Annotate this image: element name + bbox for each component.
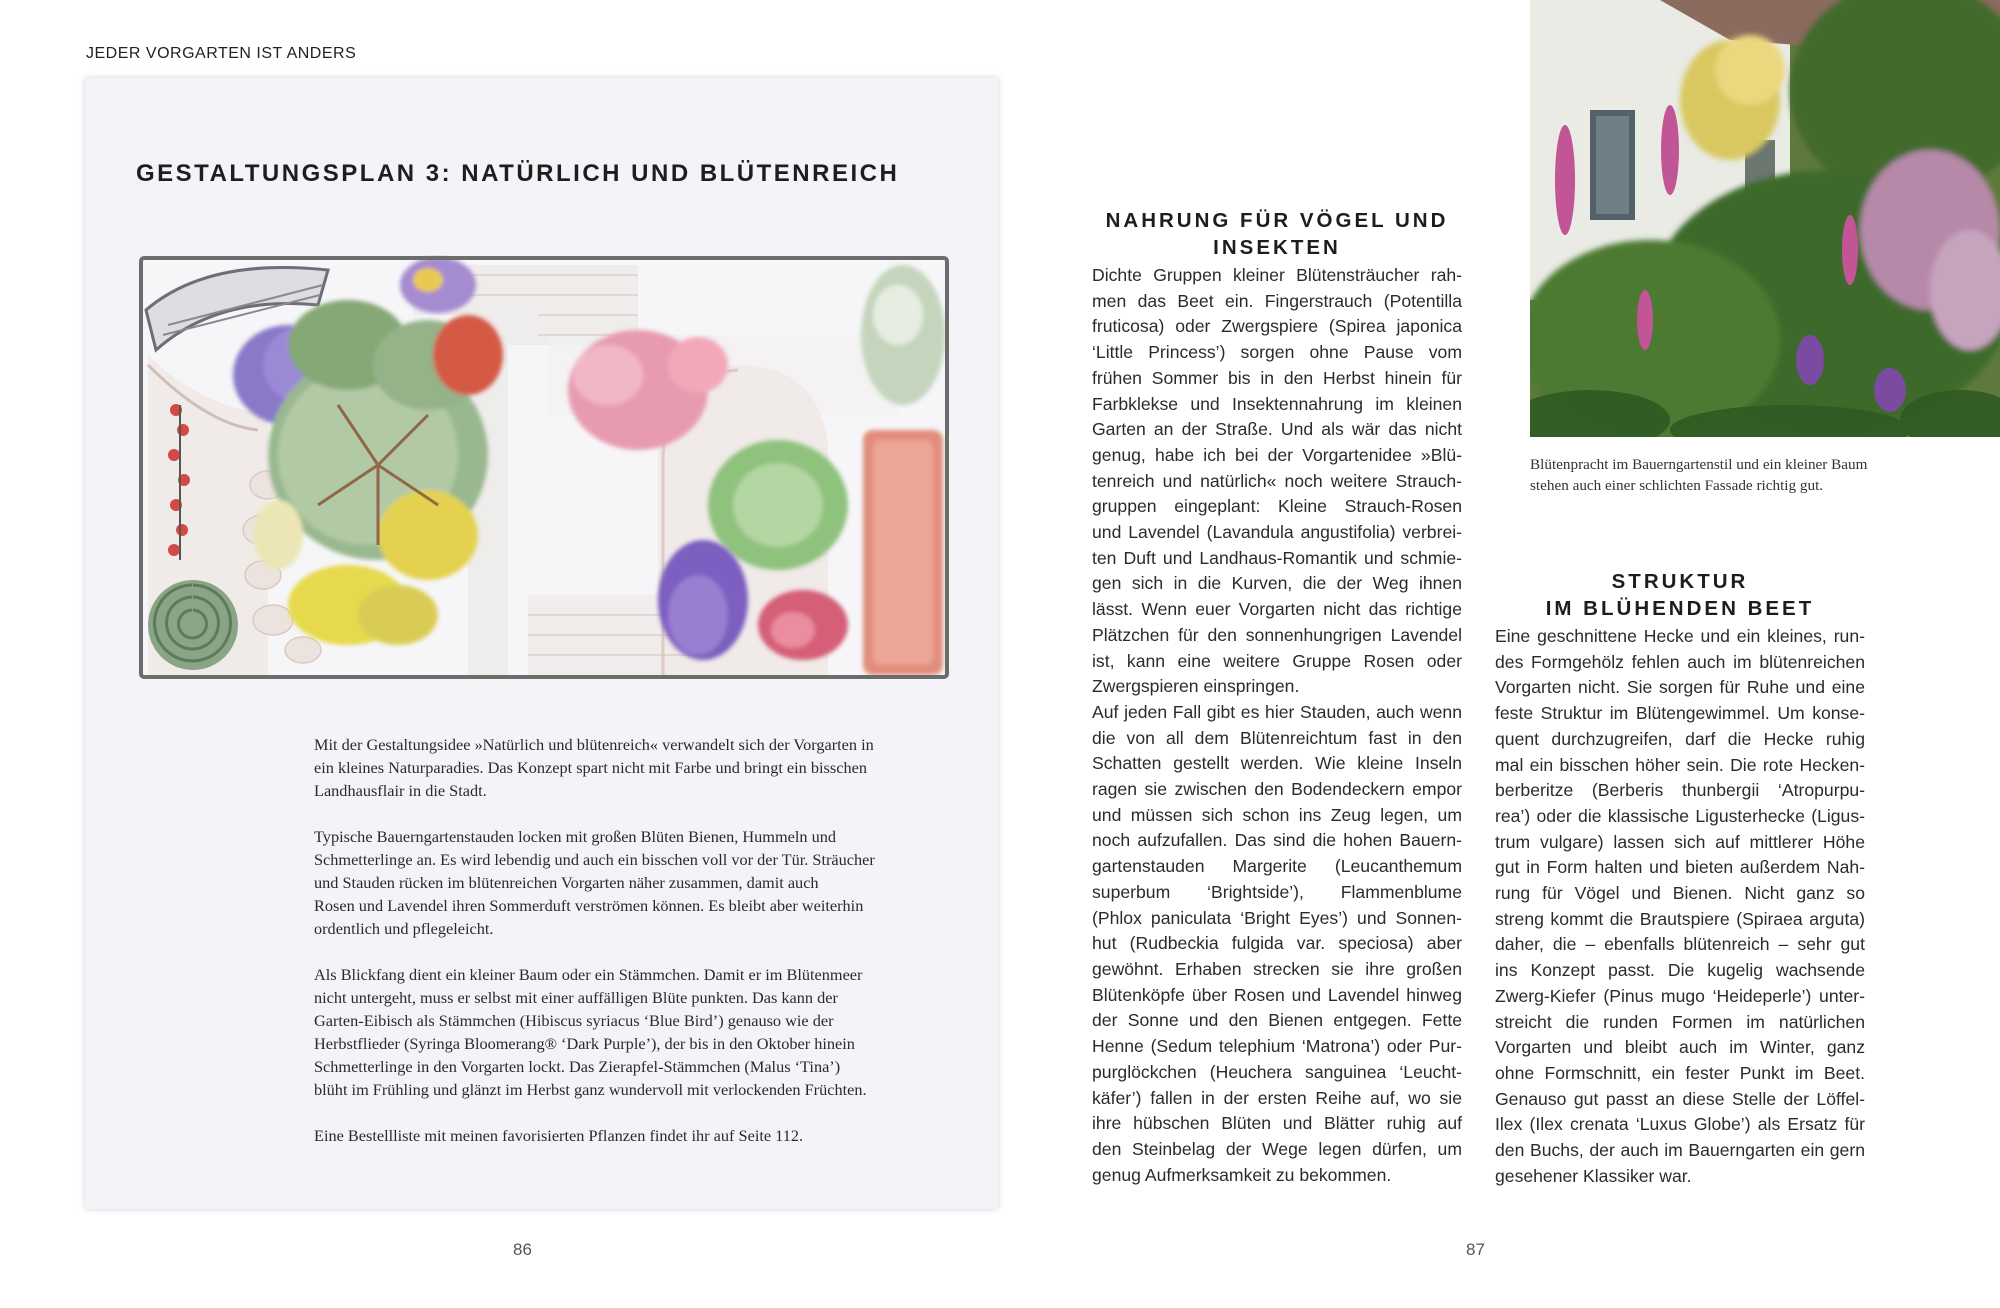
photo-caption: Blütenpracht im Bauerngartenstil und ein kleiner Baum stehen auch einer schlichten Fassade richtig gut. bbox=[1530, 456, 1868, 494]
text-line: die von all dem Blütenreichtum fast in den bbox=[1092, 727, 1462, 748]
text-line: ihre hübschen Blüten und Blätter ruhig auf bbox=[1092, 1113, 1462, 1134]
text-line: des Formgehölz fehlen auch im blütenreichen bbox=[1495, 651, 1865, 672]
text-line: und müssen sich schon ins Zeug legen, um bbox=[1092, 804, 1462, 825]
text-line: der Sonne und den Bienen entgegen. Fette bbox=[1092, 1010, 1462, 1031]
text-line: Eine geschnittene Hecke und ein kleines, run- bbox=[1495, 626, 1865, 646]
text-line: Schatten gestellt werden. Wie kleine Inseln bbox=[1092, 753, 1462, 774]
text-line: Zwerg-Kiefer (Pinus mugo ‘Heideperle’) unter- bbox=[1495, 985, 1865, 1006]
text-line: Garten an der Straße. Und als wär das nicht bbox=[1092, 419, 1462, 440]
text-line: Vorgarten und bleibt auch im Winter, ganz bbox=[1495, 1037, 1865, 1058]
page-number-right: 87 bbox=[1466, 1240, 1485, 1259]
garden-plan-illustration bbox=[138, 255, 950, 680]
text-line: ins Konzept passt. Die kugelig wachsende bbox=[1495, 960, 1865, 981]
text-line: ohne Formschnitt, ein fester Punkt im Beet. bbox=[1495, 1062, 1865, 1083]
text-line: gewöhnt. Erhaben strecken sie ihre großen bbox=[1092, 958, 1462, 979]
text-line: Genauso gut passt an diese Stelle der Löffel- bbox=[1495, 1088, 1865, 1109]
text-line: gruppen eingeplant: Kleine Strauch-Rosen bbox=[1092, 496, 1462, 517]
text-line: mal ein bisschen höher sein. Die rote Hecken- bbox=[1495, 754, 1865, 775]
text-line: berberitze (Berberis thunbergii ‘Atropurpu- bbox=[1495, 780, 1865, 801]
text-line: Ilex (Ilex crenata ‘Luxus Globe’) als Ersatz für bbox=[1495, 1114, 1865, 1135]
pine-ball-icon bbox=[148, 580, 238, 670]
paragraph-1: Mit der Gestaltungsidee »Natürlich und blütenreich« verwandelt sich der Vorgarten in ein kleines Naturparadies. Das Konzept spart nicht mit Farbe und bringt ein bisschen Landhausflair in die Stadt. bbox=[314, 735, 874, 800]
text-line: streng kommt die Brautspiere (Spiraea arguta) bbox=[1495, 908, 1865, 929]
text-line: den Buchs, der auch im Bauerngarten ein gern bbox=[1495, 1140, 1865, 1161]
paragraph-4: Eine Bestellliste mit meinen favorisierten Pflanzen findet ihr auf Seite 112. bbox=[314, 1126, 804, 1145]
running-head: JEDER VORGARTEN IST ANDERS bbox=[86, 45, 357, 62]
text-line: rung für Vögel und Bienen. Nicht ganz so bbox=[1495, 883, 1865, 904]
text-line: Zwergspieren einspringen. bbox=[1092, 676, 1300, 697]
text-line: lässt. Wenn euer Vorgarten nicht das richtige bbox=[1092, 599, 1462, 620]
text-line: ragen sie zwischen den Bodendeckern empor bbox=[1092, 779, 1462, 800]
text-line: ten Duft und Landhaus-Romantik und schmie- bbox=[1092, 547, 1462, 568]
text-line: gartenstauden Margerite (Leucanthemum bbox=[1092, 856, 1462, 877]
text-line: und Lavendel (Lavandula angustifolia) verbrei- bbox=[1092, 522, 1462, 543]
middle-column-text bbox=[1092, 263, 1462, 1188]
text-line: superbum ‘Brightside’), Flammenblume bbox=[1092, 881, 1462, 902]
text-line: purglöckchen (Heuchera sanguinea ‘Leucht- bbox=[1092, 1061, 1462, 1082]
text-line: den Steinbelag der Wege legen dürfen, um bbox=[1092, 1138, 1462, 1159]
text-line: ist, kann eine weitere Gruppe Rosen oder bbox=[1092, 650, 1462, 671]
text-line: Vorgarten nicht. Sie sorgen für Ruhe und eine bbox=[1495, 677, 1865, 698]
text-line: fruticosa) oder Zwergspiere (Spirea japonica bbox=[1092, 316, 1462, 337]
page-number-left: 86 bbox=[513, 1240, 532, 1259]
text-line: men das Beet ein. Fingerstrauch (Potentilla bbox=[1092, 290, 1462, 311]
text-line: rea’) oder die klassische Ligusterhecke (Ligus- bbox=[1495, 805, 1865, 826]
text-line: gen sich in die Kurven, die der Weg ihnen bbox=[1092, 573, 1462, 594]
text-line: ‘Little Princess’) sorgen ohne Pause vom bbox=[1092, 342, 1462, 363]
heading-structure: STRUKTUR IM BLÜHENDEN BEET bbox=[1545, 570, 1815, 620]
text-line: tenreich und natürlich« noch weitere Strauch- bbox=[1092, 470, 1462, 491]
text-line: Plätzchen für den sonnenhungrigen Lavendel bbox=[1092, 624, 1462, 645]
text-line: käfer’) fallen in der ersten Reihe auf, wo sie bbox=[1092, 1087, 1462, 1108]
text-line: gut in Form halten und bieten außerdem Nah- bbox=[1495, 857, 1865, 878]
text-line: quent durchzugreifen, darf die Hecke ruhig bbox=[1495, 728, 1865, 749]
text-line: (Phlox paniculata ‘Bright Eyes’) und Sonnen- bbox=[1092, 907, 1462, 928]
text-line: Dichte Gruppen kleiner Blütensträucher rah- bbox=[1092, 265, 1462, 285]
cottage-garden-photo bbox=[1530, 0, 2000, 437]
text-line: streicht die runden Formen im natürlichen bbox=[1495, 1011, 1865, 1032]
text-line: frühen Sommer bis in den Herbst hinein für bbox=[1092, 367, 1462, 388]
text-line: genug Aufmerksamkeit zu bekommen. bbox=[1092, 1164, 1392, 1185]
text-line: daher, die – ebenfalls blütenreich – sehr gut bbox=[1495, 934, 1865, 955]
text-line: noch aufzufallen. Das sind die hohen Bauern- bbox=[1092, 830, 1462, 851]
paragraph-3: Als Blickfang dient ein kleiner Baum oder ein Stämmchen. Damit er im Blütenmeer nicht untergeht, muss er selbst mit einer auffälligen Blüte punkten. Das kann der Garten-Eibisch als Stämmchen (Hibiscus syriacus ‘Blue Bird’) genauso wie der Herbstflieder (Syringa Bloomerang® ‘Dark Purple’), der bis in den Oktober hinein Schmetterlinge in den Vorgarten lockt. Das Zierapfel-Stämmchen (Malus ‘Tina’) blüht im Frühling und glänzt im Herbst ganz wundervoll mit verlockenden Früchten. bbox=[314, 965, 867, 1099]
text-line: Auf jeden Fall gibt es hier Stauden, auch wenn bbox=[1092, 701, 1462, 722]
text-line: gesehener Klassiker war. bbox=[1495, 1165, 1692, 1186]
plan-title: GESTALTUNGSPLAN 3: NATÜRLICH UND BLÜTENREICH bbox=[136, 160, 900, 187]
text-line: trum vulgare) lassen sich auf mittlerer Höhe bbox=[1495, 831, 1865, 852]
heading-food-birds-insects: NAHRUNG FÜR VÖGEL UND INSEKTEN bbox=[1105, 209, 1449, 259]
text-line: genug, habe ich bei der Vorgartenidee »Blü- bbox=[1092, 444, 1462, 465]
text-line: hut (Rudbeckia fulgida var. speciosa) aber bbox=[1092, 933, 1462, 954]
text-line: feste Struktur im Blütengewimmel. Um konse- bbox=[1495, 703, 1865, 724]
right-column-text bbox=[1495, 624, 1865, 1189]
plan-description bbox=[314, 733, 914, 1170]
text-line: Farbklekse und Insektennahrung im kleinen bbox=[1092, 393, 1462, 414]
paragraph-2: Typische Bauerngartenstauden locken mit großen Blüten Bienen, Hummeln und Schmetterlinge an. Es wird lebendig und auch ein bisschen voll vor der Tür. Sträucher und Stauden rücken im blütenreichen Vorgarten näher zusammen, damit auch Rosen und Lavendel ihren Sommerduft verströmen können. Es bleibt aber weiterhin ordentlich und pflegeleicht. bbox=[314, 827, 875, 938]
text-line: Henne (Sedum telephium ‘Matrona’) oder Pur- bbox=[1092, 1036, 1462, 1057]
text-line: Blütenköpfe über Rosen und Lavendel hinweg bbox=[1092, 984, 1462, 1005]
